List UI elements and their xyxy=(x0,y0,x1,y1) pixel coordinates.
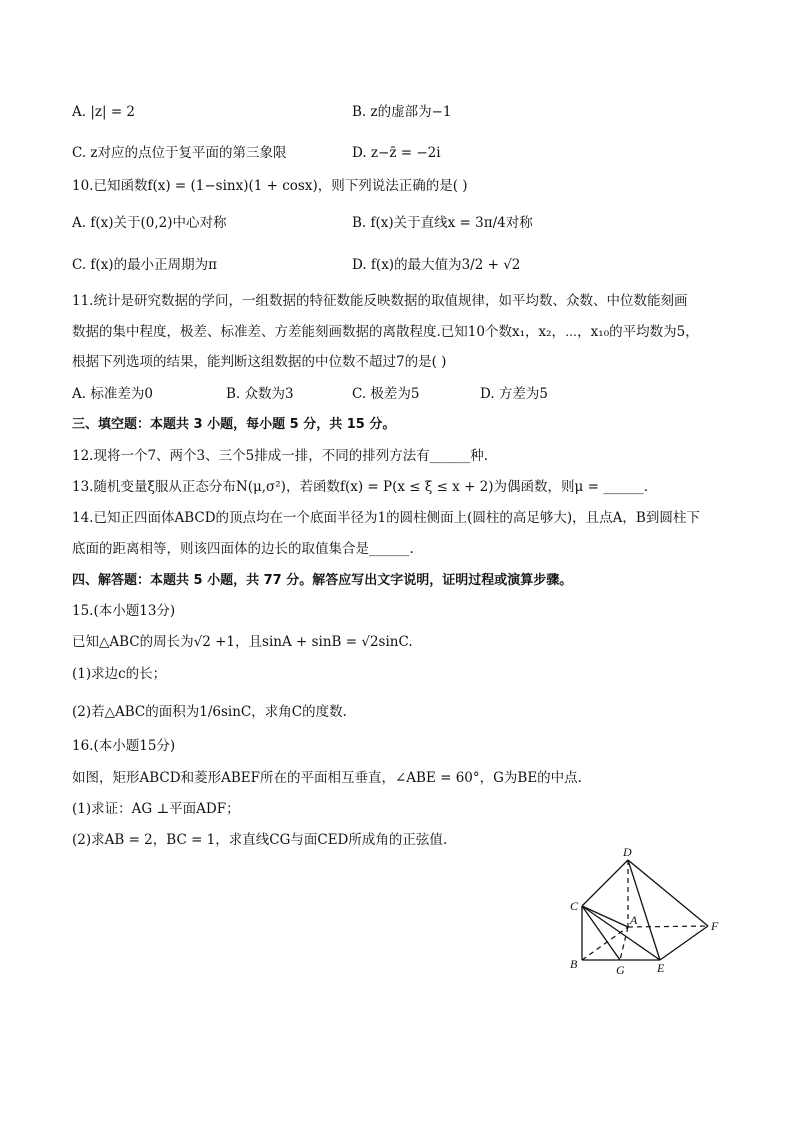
edge-af-hidden xyxy=(628,926,708,927)
label-c: C xyxy=(570,899,579,913)
q10-stem: 10.已知函数f(x) = (1−sinx)(1 + cosx)，则下列说法正确的是( ) xyxy=(72,178,468,194)
q9-option-c: C. z对应的点位于复平面的第三象限 xyxy=(72,145,287,161)
q10-option-a: A. f(x)关于(0,2)中心对称 xyxy=(72,215,227,231)
q16-stem: 如图，矩形ABCD和菱形ABEF所在的平面相互垂直，∠ABE = 60°，G为BE的中点. xyxy=(72,770,582,786)
geometry-figure xyxy=(560,848,730,978)
q11-stem-line1: 11.统计是研究数据的学问，一组数据的特征数能反映数据的取值规律，如平均数、众数、中位数能刻画 xyxy=(72,293,688,309)
section-3-heading: 三、填空题：本题共 3 小题，每小题 5 分，共 15 分。 xyxy=(72,417,396,432)
q10-option-c: C. f(x)的最小正周期为π xyxy=(72,257,217,273)
edge-cd xyxy=(582,860,628,906)
q16-part1: (1)求证：AG ⊥平面ADF； xyxy=(72,801,240,817)
q9-option-a: A. |z| = 2 xyxy=(72,104,136,120)
q11-option-c: C. 极差为5 xyxy=(352,386,420,402)
q11-stem-line3: 根据下列选项的结果，能判断这组数据的中位数不超过7的是( ) xyxy=(72,354,447,370)
q10-option-b: B. f(x)关于直线x = 3π/4对称 xyxy=(352,215,533,231)
label-g: G xyxy=(616,963,625,977)
edge-ef xyxy=(660,926,708,960)
q16-part2: (2)求AB = 2，BC = 1，求直线CG与面CED所成角的正弦值. xyxy=(72,832,448,848)
label-e: E xyxy=(657,961,665,975)
q14-line2: 底面的距离相等，则该四面体的边长的取值集合是______. xyxy=(72,541,414,557)
q14-line1: 14.已知正四面体ABCD的顶点均在一个底面半径为1的圆柱侧面上(圆柱的高足够大)，且点A，B到圆柱下 xyxy=(72,510,700,526)
q13-text: 13.随机变量ξ服从正态分布N(μ,σ²)，若函数f(x) = P(x ≤ ξ ≤ x + 2)为偶函数，则μ = ______. xyxy=(72,479,648,495)
q12-text: 12.现将一个7、两个3、三个5排成一排，不同的排列方法有______种. xyxy=(72,448,489,464)
q9-option-d: D. z−z̄ = −2i xyxy=(352,145,441,161)
q11-option-a: A. 标准差为0 xyxy=(72,386,153,402)
q11-option-d: D. 方差为5 xyxy=(480,386,549,402)
q16-header: 16.(本小题15分) xyxy=(72,738,176,754)
q10-option-d: D. f(x)的最大值为3/2 + √2 xyxy=(352,257,521,273)
label-f: F xyxy=(711,919,719,933)
label-a: A xyxy=(630,913,638,927)
label-d: D xyxy=(623,848,632,859)
edge-ce xyxy=(582,906,660,960)
q15-header: 15.(本小题13分) xyxy=(72,603,176,619)
q9-option-b: B. z的虚部为−1 xyxy=(352,104,452,120)
q15-part2: (2)若△ABC的面积为1/6sinC，求角C的度数. xyxy=(72,704,347,720)
q11-option-b: B. 众数为3 xyxy=(226,386,294,402)
q15-stem: 已知△ABC的周长为√2 +1，且sinA + sinB = √2sinC. xyxy=(72,634,413,650)
edge-de xyxy=(628,860,660,960)
q15-part1: (1)求边c的长； xyxy=(72,666,167,682)
q11-stem-line2: 数据的集中程度，极差、标准差、方差能刻画数据的离散程度.已知10个数x₁，x₂，⋯，x₁₀的平均数为5， xyxy=(72,324,699,340)
label-b: B xyxy=(570,957,578,971)
edge-df xyxy=(628,860,708,926)
section-4-heading: 四、解答题：本题共 5 小题，共 77 分。解答应写出文字说明，证明过程或演算步骤。 xyxy=(72,573,573,588)
